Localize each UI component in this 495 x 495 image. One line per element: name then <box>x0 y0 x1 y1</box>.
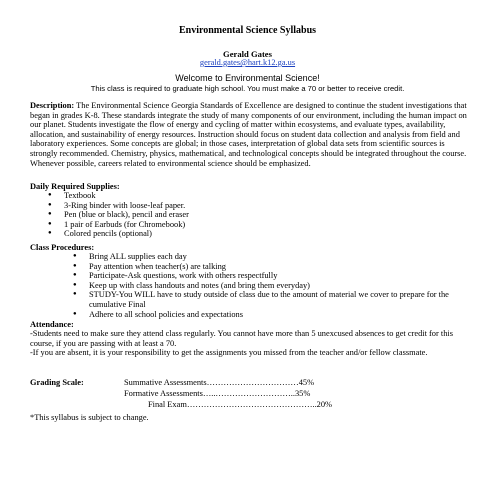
grading-scale <box>30 378 470 411</box>
supplies-list <box>48 191 468 239</box>
list-item: ● 1 pair of Earbuds (for Chromebook) <box>48 220 468 230</box>
list-item: ● Pen (blue or black), pencil and eraser <box>48 210 468 220</box>
attendance-text <box>30 329 470 358</box>
attendance-heading: Attendance: <box>30 320 74 329</box>
requirement-note: This class is required to graduate high school. You must make a 70 or better to receive credit. <box>90 84 405 93</box>
author-email-link[interactable]: gerald.gates@hart.k12.ga.us <box>199 58 296 67</box>
description-label: Description: <box>30 101 75 110</box>
grade-row <box>30 389 470 400</box>
list-item: ● Participate-Ask questions, work with others respectfully <box>73 271 473 281</box>
grade-row <box>30 378 470 389</box>
list-item: ● Bring ALL supplies each day <box>73 252 473 262</box>
author-name: Gerald Gates <box>223 49 272 59</box>
welcome-message: Welcome to Environmental Science! <box>175 73 320 83</box>
description-text: The Environmental Science Georgia Standards of Excellence are designed to continue the student investigations that began in grades K-8. These standards integrate the study of many components of our environment, including the human impact on our planet. Students investigate the flow of energy and cycling of matter within ecosystems, and evaluate types, availability, allocation, and sustainability of energy resources. Instruction should focus on student data collection and analysis from field and laboratory experiences. Some concepts are global; in those cases, interpretation of global data sets from scientific sources is strongly recommended. Chemistry, physics, mathematical, and technological concepts should be integrated throughout the course. Whenever possible, careers related to environmental science should be emphasized. <box>30 101 467 168</box>
procedures-heading: Class Procedures: <box>30 243 95 252</box>
list-item: ● Textbook <box>48 191 468 201</box>
list-item: ● STUDY-You WILL have to study outside of class due to the amount of material we cover to prepare for the cumulative Final <box>73 290 473 309</box>
syllabus-note: *This syllabus is subject to change. <box>30 413 149 422</box>
grade-item-formative: Formative Assessments…..………………………..35% <box>124 389 311 398</box>
list-item: ● Colored pencils (optional) <box>48 229 468 239</box>
document-title: Environmental Science Syllabus <box>178 25 317 36</box>
list-item: ● Keep up with class handouts and notes (and bring them everyday) <box>73 281 473 291</box>
list-item: ● Pay attention when teacher(s) are talking <box>73 262 473 272</box>
grade-row <box>30 400 470 411</box>
description-paragraph <box>30 101 472 168</box>
procedures-list <box>73 252 473 319</box>
list-item: ● Adhere to all school policies and expectations <box>73 310 473 320</box>
list-item: ● 3-Ring binder with loose-leaf paper. <box>48 201 468 211</box>
grade-item-final: Final Exam………………………………………..20% <box>148 400 333 409</box>
supplies-heading: Daily Required Supplies: <box>30 182 120 191</box>
attendance-line: -Students need to make sure they attend class regularly. You cannot have more than 5 unexcused absences to get credit for this course, if you are passing with at least a 70. <box>30 329 453 348</box>
grade-item-summative: Summative Assessments……………………………45% <box>124 378 315 387</box>
attendance-line: -If you are absent, it is your responsibility to get the assignments you missed from the teacher and/or fellow classmate. <box>30 348 428 358</box>
grading-scale-label: Grading Scale: <box>30 378 84 387</box>
